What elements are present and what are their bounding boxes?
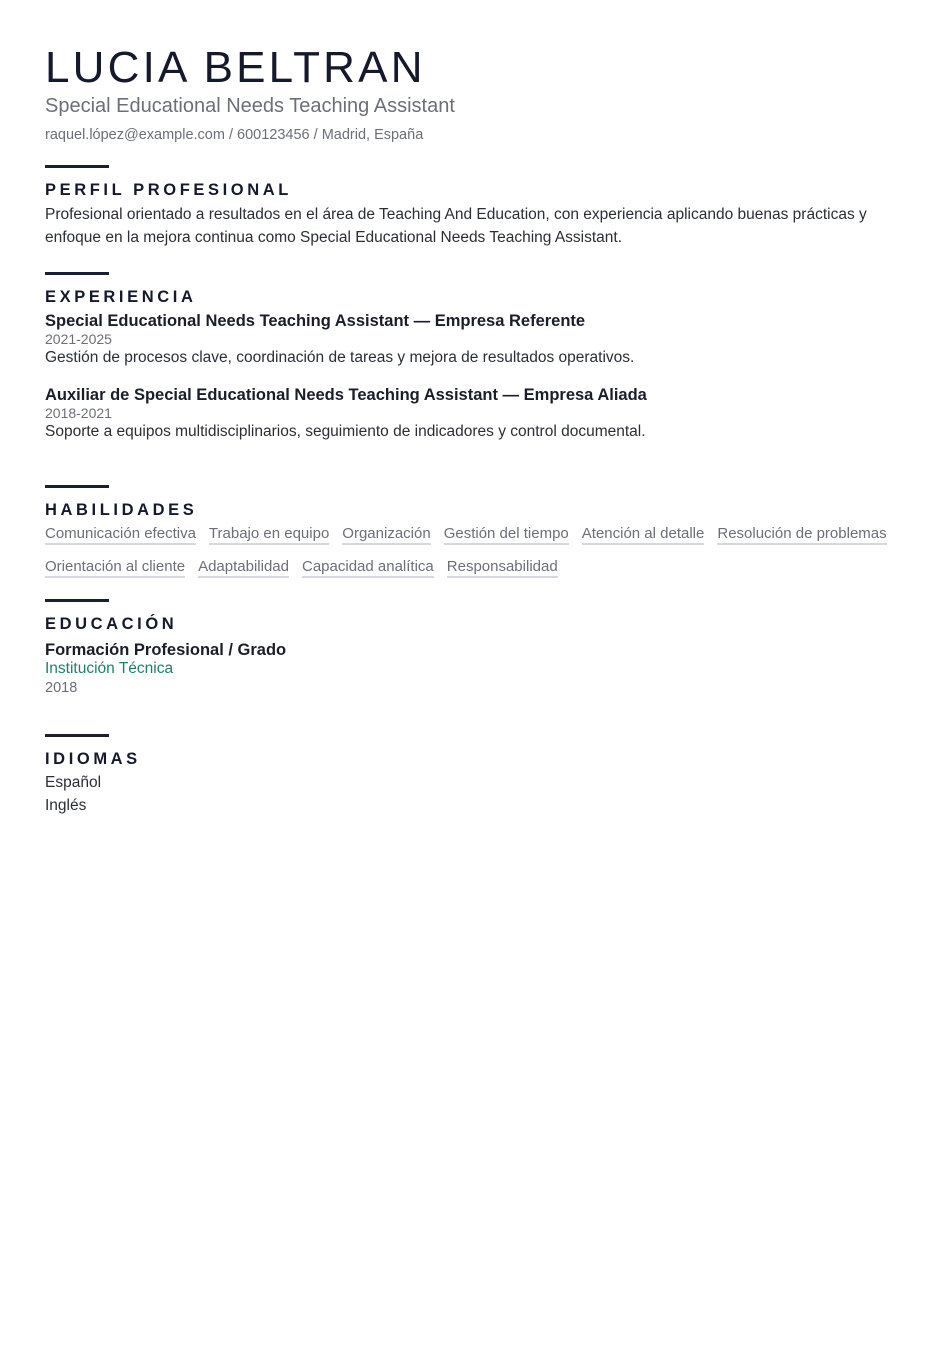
job-title: Auxiliar de Special Educational Needs Teaching Assistant — Empresa Aliada bbox=[45, 386, 647, 404]
candidate-role: Special Educational Needs Teaching Assistant bbox=[45, 95, 455, 117]
contact-line: raquel.lópez@example.com / 600123456 / Madrid, España bbox=[45, 127, 424, 143]
profile-summary: Profesional orientado a resultados en el área de Teaching And Education, con experiencia aplicando buenas prácticas y enfoque en la mejora continua como Special Educational Needs Teaching Assistant. bbox=[45, 206, 867, 246]
experience-section bbox=[45, 272, 905, 443]
education-degree: Formación Profesional / Grado bbox=[45, 641, 287, 659]
skill-tag: Resolución de problemas bbox=[717, 524, 886, 545]
experience-item bbox=[45, 385, 905, 443]
job-dates: 2018-2021 bbox=[45, 405, 112, 421]
skill-tag: Atención al detalle bbox=[582, 524, 705, 545]
section-divider bbox=[45, 734, 109, 737]
job-description: Gestión de procesos clave, coordinación de tareas y mejora de resultados operativos. bbox=[45, 349, 635, 366]
skill-tag: Gestión del tiempo bbox=[444, 524, 569, 545]
skill-tag: Orientación al cliente bbox=[45, 557, 185, 578]
section-divider bbox=[45, 485, 109, 488]
experience-item bbox=[45, 311, 905, 369]
skills-section bbox=[45, 485, 905, 590]
education-institution: Institución Técnica bbox=[45, 660, 174, 677]
skill-tag: Trabajo en equipo bbox=[209, 524, 329, 545]
section-title-profile: PERFIL PROFESIONAL bbox=[45, 181, 292, 199]
section-title-experience: EXPERIENCIA bbox=[45, 288, 197, 306]
education-year: 2018 bbox=[45, 680, 78, 696]
job-description: Soporte a equipos multidisciplinarios, seguimiento de indicadores y control documental. bbox=[45, 423, 646, 440]
job-title: Special Educational Needs Teaching Assistant — Empresa Referente bbox=[45, 312, 586, 330]
languages-list bbox=[45, 771, 905, 817]
candidate-name: LUCIA BELTRAN bbox=[45, 43, 426, 92]
section-divider bbox=[45, 165, 109, 168]
skill-tag: Adaptabilidad bbox=[198, 557, 289, 578]
section-divider bbox=[45, 599, 109, 602]
language-item: Español bbox=[45, 774, 102, 791]
education-section bbox=[45, 599, 905, 698]
language-item: Inglés bbox=[45, 797, 87, 814]
profile-section bbox=[45, 165, 905, 249]
skill-tag: Organización bbox=[342, 524, 430, 545]
section-title-education: EDUCACIÓN bbox=[45, 615, 178, 633]
section-divider bbox=[45, 272, 109, 275]
skills-list bbox=[45, 524, 905, 590]
section-title-skills: HABILIDADES bbox=[45, 501, 198, 519]
skill-tag: Comunicación efectiva bbox=[45, 524, 196, 545]
section-title-languages: IDIOMAS bbox=[45, 750, 141, 768]
skill-tag: Capacidad analítica bbox=[302, 557, 434, 578]
languages-section bbox=[45, 734, 905, 817]
job-dates: 2021-2025 bbox=[45, 331, 112, 347]
skill-tag: Responsabilidad bbox=[447, 557, 558, 578]
